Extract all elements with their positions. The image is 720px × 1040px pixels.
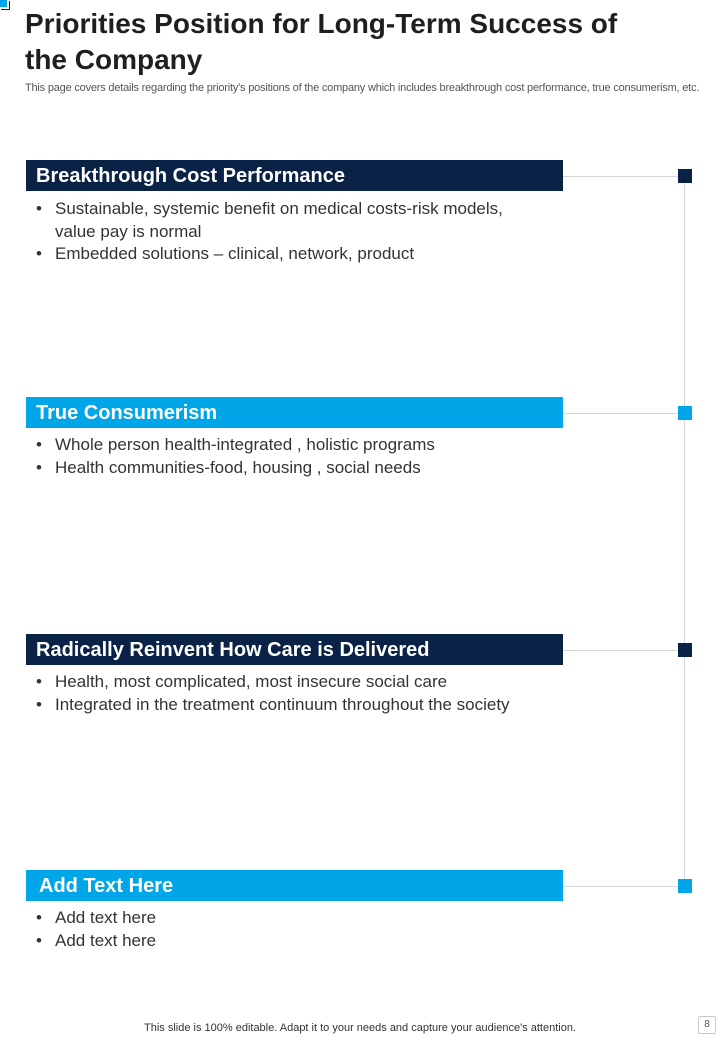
bullet-list [36,907,536,952]
page-number: 8 [698,1016,716,1034]
section-heading: Radically Reinvent How Care is Delivered [26,634,563,665]
section-connector [562,650,686,651]
list-item: • Add text here [36,907,536,930]
bullet-list [36,434,536,479]
list-item: • Sustainable, systemic benefit on medical costs-risk models, value pay is normal [36,198,536,243]
section-reinvent-care-delivery [26,634,692,668]
section-breakthrough-cost-performance [26,160,692,194]
page-title: Priorities Position for Long-Term Success of the Company [25,8,618,75]
list-item: • Integrated in the treatment continuum throughout the society [36,694,536,717]
timeline-marker [678,169,692,183]
list-item: • Whole person health-integrated , holistic programs [36,434,536,457]
section-connector [562,176,686,177]
bullet-list [36,198,536,266]
list-item: • Add text here [36,930,536,953]
section-true-consumerism [26,397,692,431]
list-item: • Embedded solutions – clinical, network, product [36,243,536,266]
list-item: • Health, most complicated, most insecure social care [36,671,536,694]
footer-note: This slide is 100% editable. Adapt it to your needs and capture your audience's attention. [144,1022,576,1034]
timeline-marker [678,879,692,893]
page-subtitle: This page covers details regarding the priority's positions of the company which includes breakthrough cost performance, true consumerism, etc. [25,82,700,94]
timeline-marker [678,406,692,420]
section-heading: Add Text Here [26,870,563,901]
list-item: • Health communities-food, housing , social needs [36,457,536,480]
timeline-marker [678,643,692,657]
section-heading: True Consumerism [26,397,563,428]
bullet-list [36,671,536,716]
section-connector [562,413,686,414]
section-connector [562,886,686,887]
section-add-text-here [26,870,692,904]
corner-logo-mark [0,0,9,9]
timeline-line [684,176,685,886]
section-heading: Breakthrough Cost Performance [26,160,563,191]
